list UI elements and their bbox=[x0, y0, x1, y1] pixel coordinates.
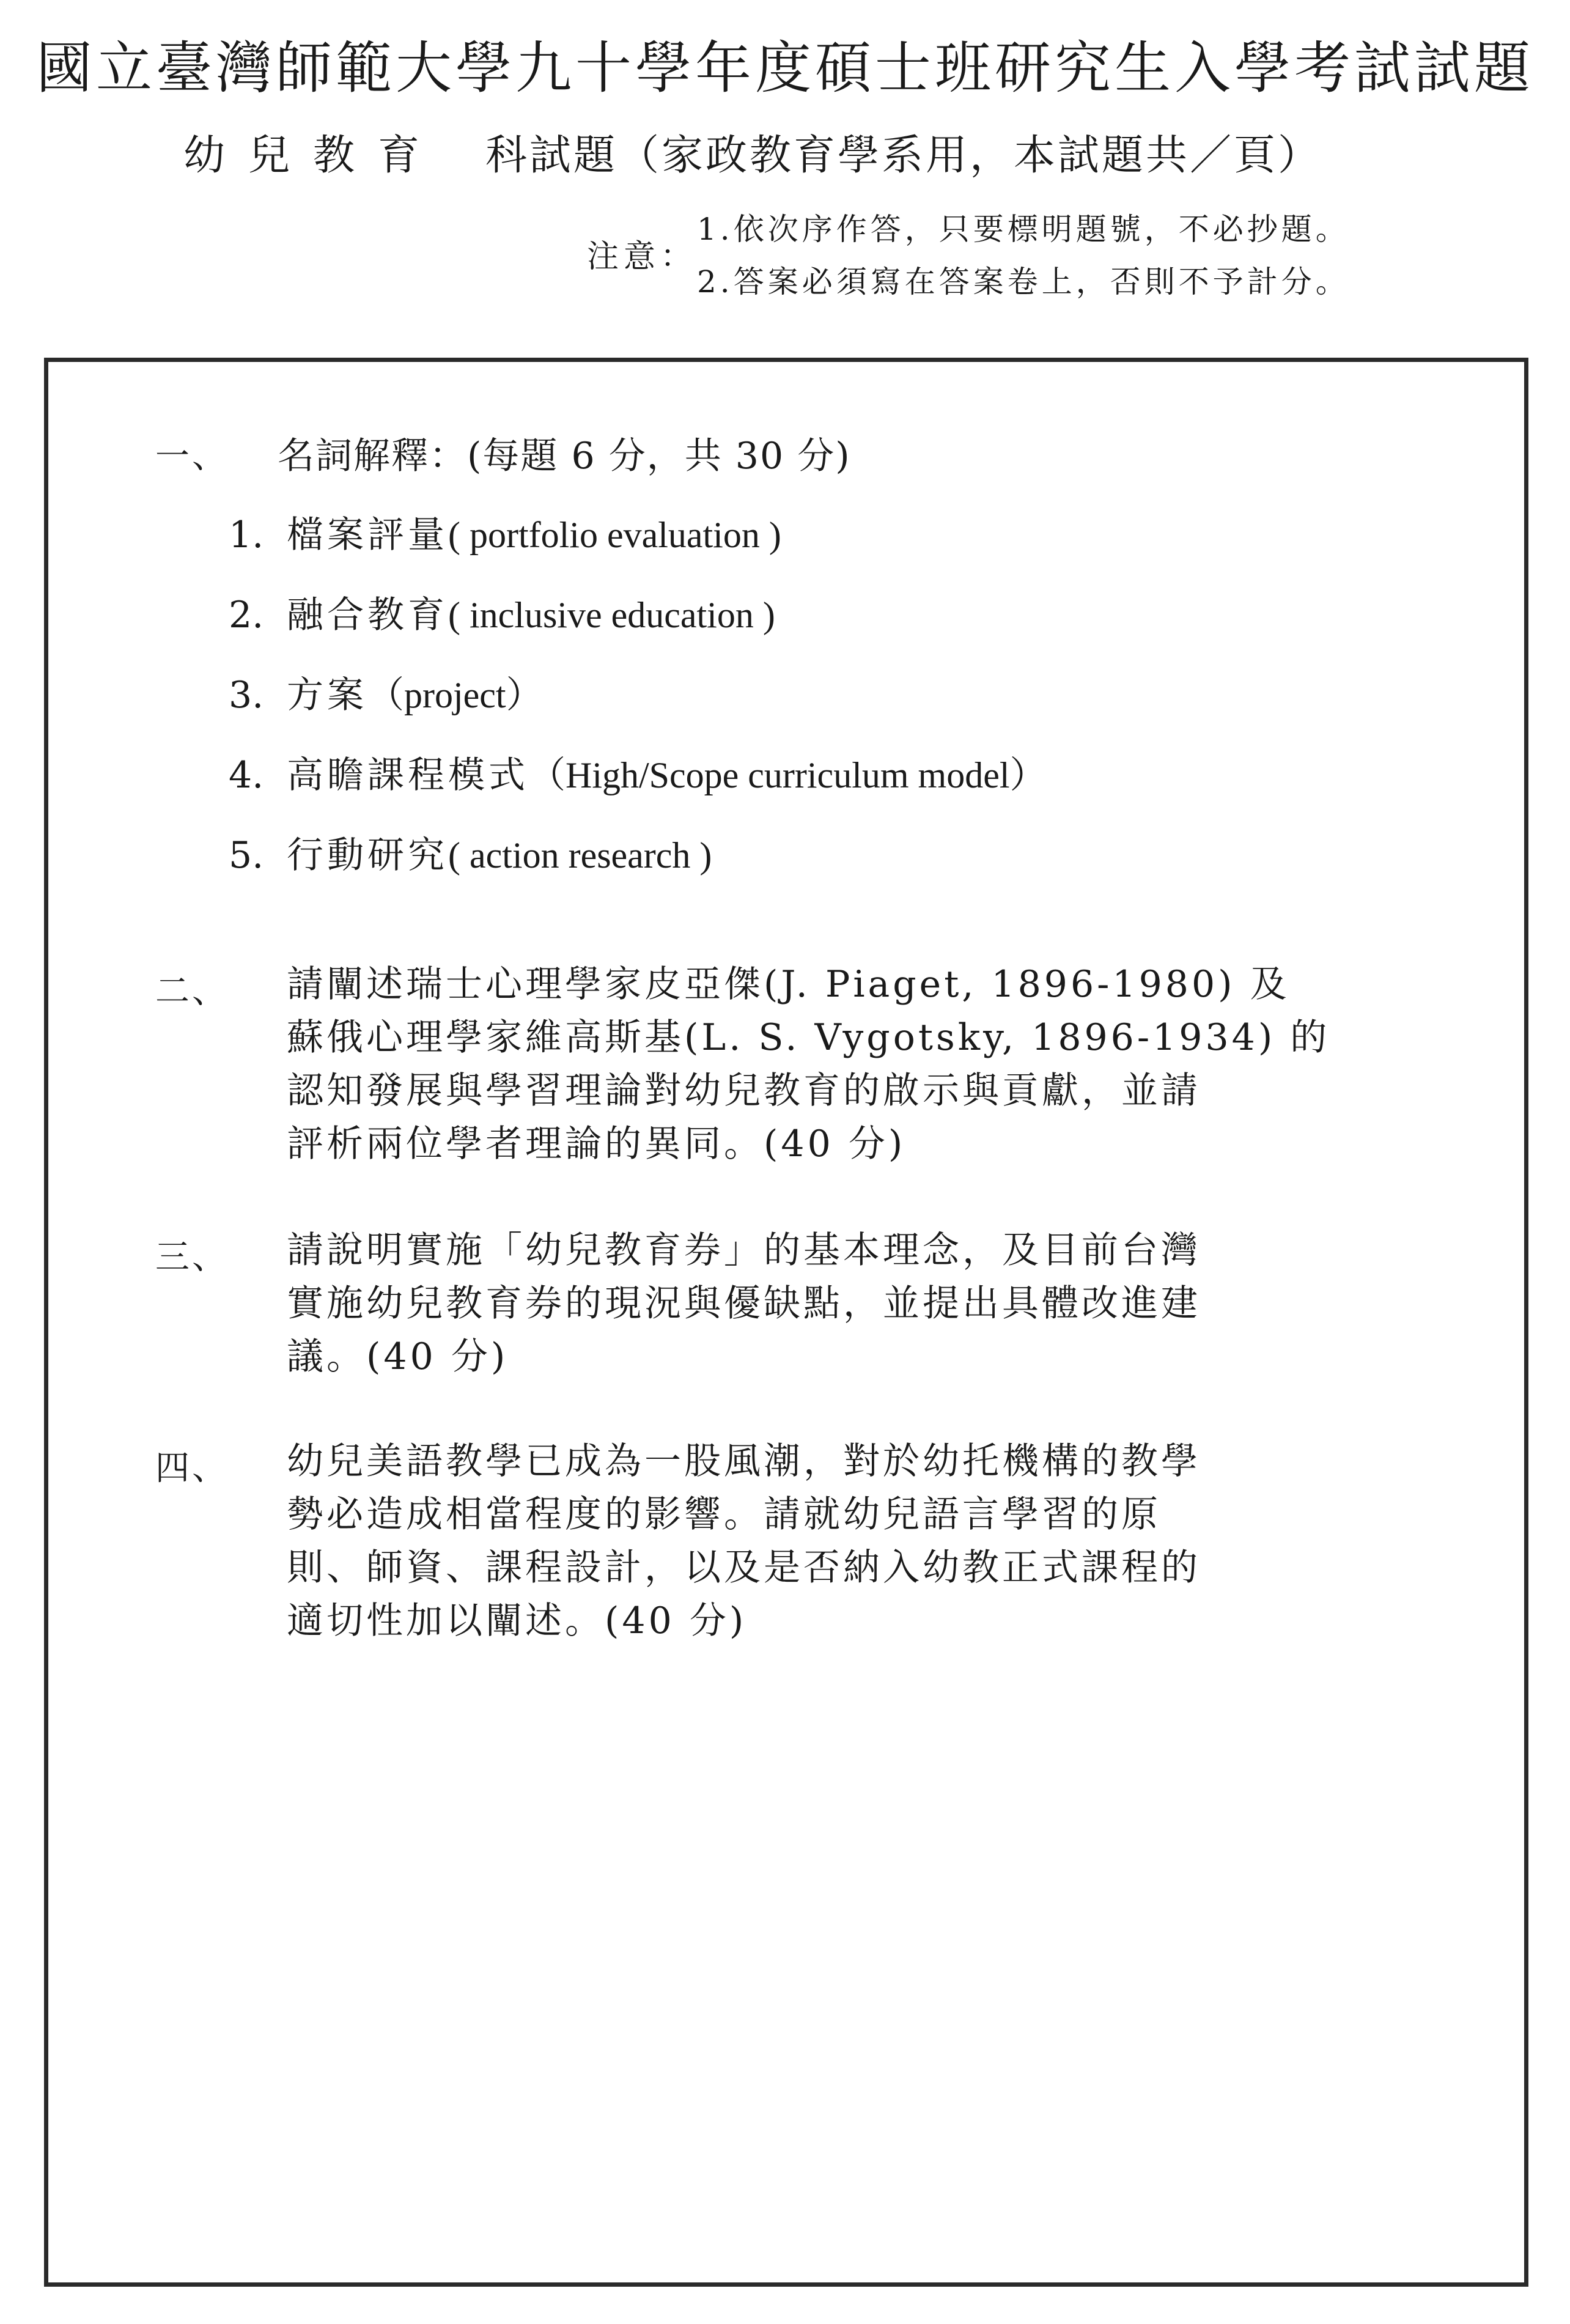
term-number: 2. bbox=[229, 594, 264, 636]
question-2-line: 蘇俄心理學家維高斯基(L. S. Vygotsky, 1896-1934) 的 bbox=[287, 1016, 1330, 1059]
term-english: ( inclusive education ) bbox=[448, 595, 775, 635]
question-3-line: 請說明實施「幼兒教育券」的基本理念，及目前台灣 bbox=[287, 1229, 1201, 1272]
question-3-body bbox=[287, 1224, 1289, 1384]
question-3-label: 三、 bbox=[155, 1238, 229, 1277]
exam-subtitle bbox=[183, 122, 1322, 182]
term-chinese: 方案 bbox=[287, 674, 367, 717]
term-item bbox=[229, 506, 781, 558]
question-4-label: 四、 bbox=[155, 1448, 229, 1488]
term-item bbox=[229, 746, 1047, 799]
exam-title: 國立臺灣師範大學九十學年度碩士班研究生入學考試試題 bbox=[35, 35, 1534, 101]
term-number: 3. bbox=[229, 674, 264, 717]
term-chinese: 高瞻課程模式 bbox=[287, 754, 529, 797]
term-item bbox=[229, 666, 543, 718]
exam-notice bbox=[587, 205, 1504, 309]
term-english: （High/Scope curriculum model） bbox=[529, 755, 1047, 795]
subtitle-rest: 科試題（家政教育學系用，本試題共／頁） bbox=[485, 131, 1322, 180]
term-english: （project） bbox=[367, 675, 543, 715]
question-4-line: 幼兒美語教學已成為一股風潮，對於幼托機構的教學 bbox=[287, 1440, 1201, 1483]
term-chinese: 融合教育 bbox=[287, 594, 448, 636]
term-chinese: 行動研究 bbox=[287, 834, 448, 877]
notice-label: 注意： bbox=[587, 238, 698, 275]
question-3-line: 議。(40 分) bbox=[287, 1335, 509, 1378]
question-4-line: 則、師資、課程設計，以及是否納入幼教正式課程的 bbox=[287, 1546, 1201, 1589]
question-4-body bbox=[287, 1435, 1289, 1648]
term-english: ( portfolio evaluation ) bbox=[448, 515, 781, 555]
question-3-line: 實施幼兒教育券的現況與優缺點，並提出具體改進建 bbox=[287, 1282, 1201, 1325]
term-number: 5. bbox=[229, 834, 264, 877]
question-2-line: 請闡述瑞士心理學家皮亞傑(J. Piaget, 1896-1980) 及 bbox=[287, 963, 1290, 1006]
notice-line-1: 1.依次序作答，只要標明題號，不必抄題。 bbox=[697, 212, 1350, 247]
question-2-line: 認知發展與學習理論對幼兒教育的啟示與貢獻，並請 bbox=[287, 1069, 1201, 1112]
question-2-line: 評析兩位學者理論的異同。(40 分) bbox=[287, 1123, 906, 1165]
question-4-line: 適切性加以闡述。(40 分) bbox=[287, 1599, 747, 1642]
notice-line-2: 2.答案必須寫在答案卷上，否則不予計分。 bbox=[697, 264, 1350, 300]
term-chinese: 檔案評量 bbox=[287, 514, 448, 556]
term-english: ( action research ) bbox=[448, 835, 712, 876]
subject-name: 幼兒教育 bbox=[183, 131, 443, 180]
question-2-body bbox=[287, 958, 1330, 1171]
term-number: 4. bbox=[229, 754, 264, 797]
question-box bbox=[44, 358, 1528, 2287]
term-item bbox=[229, 586, 775, 638]
term-item bbox=[229, 826, 712, 879]
question-2-label: 二、 bbox=[155, 972, 229, 1011]
question-1-title: 名詞解釋：(每題 6 分，共 30 分) bbox=[278, 435, 851, 478]
question-1-label: 一、 bbox=[155, 437, 229, 476]
question-4-line: 勢必造成相當程度的影響。請就幼兒語言學習的原 bbox=[287, 1493, 1161, 1536]
term-number: 1. bbox=[229, 514, 264, 556]
